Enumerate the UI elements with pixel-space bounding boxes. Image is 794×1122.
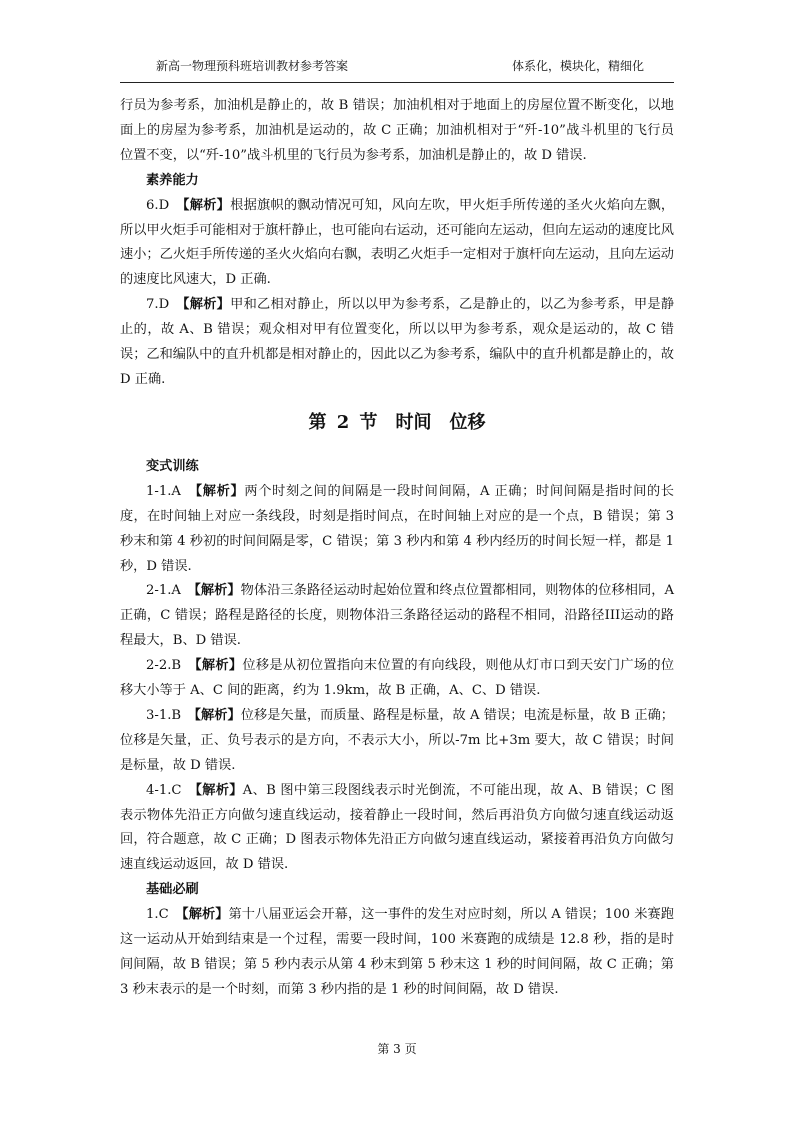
answer-number: 2-1.A bbox=[146, 583, 195, 599]
answer-text: 两个时刻之间的间隔是一段时间间隔，A 正确；时间间隔是指时间的长度，在时间轴上对应一条线段，时刻是指时间点，在时间轴上对应的是一个点，B 错误；第 3 秒末和第 4 秒初的时间间隔是零，C 错误；第 3 秒内和第 4 秒内经历的时间长短一样，都是 1 秒，D 错误. bbox=[120, 483, 674, 574]
answer-number: 1.C bbox=[146, 907, 183, 923]
answer-3-1 bbox=[120, 704, 674, 779]
page-header bbox=[120, 56, 674, 76]
answer-text: 物体沿三条路径运动时起始位置和终点位置都相同，则物体的位移相同，A 正确，C 错误；路程是路径的长度，则物体沿三条路径运动的路程不相同，沿路径III运动的路程最大，B、D 错误. bbox=[120, 583, 675, 649]
analysis-tag: 【解析】 bbox=[195, 483, 245, 499]
answer-text: 位移是从初位置指向末位置的有向线段，则他从灯市口到天安门广场的位移大小等于 A、C 间的距离，约为 1.9km，故 B 正确，A、C、D 错误. bbox=[120, 658, 675, 699]
answer-number: 3-1.B bbox=[146, 707, 195, 723]
subheading-variant-training: 变式训练 bbox=[146, 458, 199, 474]
answer-4-1 bbox=[120, 779, 674, 879]
answer-basic-1 bbox=[120, 903, 674, 1003]
answer-2-2 bbox=[120, 654, 674, 704]
answer-number: 1-1.A bbox=[146, 483, 196, 499]
analysis-tag: 【解析】 bbox=[194, 658, 243, 674]
subheading-literacy-ability: 素养能力 bbox=[146, 172, 199, 188]
section-title: 第 2 节 时间 位移 bbox=[308, 411, 486, 433]
subheading-basic-practice: 基础必刷 bbox=[146, 882, 199, 898]
answer-number: 2-2.B bbox=[146, 658, 195, 674]
answer-7 bbox=[120, 293, 674, 393]
answer-text: 第十八届亚运会开幕，这一事件的发生对应时刻，所以 A 错误；100 米赛跑这一运动从开始到结束是一个过程，需要一段时间，100 米赛跑的成绩是 12.8 秒，指的是时间间隔，故 B 错误；第 5 秒内表示从第 4 秒末到第 5 秒末这 1 秒的时间间隔，故 C 正确；第 3 秒末表示的是一个时刻，而第 3 秒内指的是 1 秒的时间间隔，故 D 错误. bbox=[120, 907, 674, 997]
answer-number: 6.D bbox=[146, 197, 183, 213]
analysis-tag: 【解析】 bbox=[194, 707, 241, 723]
answer-text: 甲和乙相对静止，所以以甲为参考系，乙是静止的，以乙为参考系，甲是静止的，故 A、B 错误；观众相对甲有位置变化，所以以甲为参考系，观众是运动的，故 C 错误；乙和编队中的直升机都是相对静止的，因此以乙为参考系，编队中的直升机都是静止的，故 D 正确. bbox=[120, 297, 675, 387]
answer-6 bbox=[120, 194, 674, 294]
header-title: 新高一物理预科班培训教材参考答案 bbox=[156, 59, 349, 73]
answer-number: 7.D bbox=[146, 297, 183, 313]
answer-1-1 bbox=[120, 480, 674, 580]
analysis-tag: 【解析】 bbox=[182, 907, 229, 923]
page-number: 第 3 页 bbox=[377, 1042, 417, 1056]
analysis-tag: 【解析】 bbox=[195, 782, 243, 798]
analysis-tag: 【解析】 bbox=[194, 583, 241, 599]
answer-2-1 bbox=[120, 579, 674, 654]
page-content bbox=[120, 94, 674, 1003]
answer-text: 位移是矢量，而质量、路程是标量，故 A 错误；电流是标量，故 B 正确；位移是矢量，正、负号表示的是方向，不表示大小，所以-7m 比+3m 要大，故 C 错误；时间是标量，故 D 错误. bbox=[120, 707, 674, 773]
answer-number: 4-1.C bbox=[146, 782, 196, 798]
analysis-tag: 【解析】 bbox=[182, 297, 231, 313]
paragraph-continuation: 行员为参考系，加油机是静止的，故 B 错误；加油机相对于地面上的房屋位置不断变化，以地面上的房屋为参考系，加油机是运动的，故 C 正确；加油机相对于“歼-10”战斗机里的飞行员位置不变，以“歼-10”战斗机里的飞行员为参考系，加油机是静止的，故 D 错误. bbox=[120, 98, 674, 163]
header-slogan: 体系化，模块化，精细化 bbox=[511, 59, 644, 73]
answer-text: A、B 图中第三段图线表示时光倒流，不可能出现，故 A、B 错误；C 图表示物体先沿正方向做匀速直线运动，接着静止一段时间，然后再沿负方向做匀速直线运动返回，符合题意，故 C 正确；D 图表示物体先沿正方向做匀速直线运动，紧接着再沿负方向做匀速直线运动返回，故 D 错误. bbox=[120, 782, 674, 873]
analysis-tag: 【解析】 bbox=[182, 197, 231, 213]
answer-text: 根据旗帜的飘动情况可知，风向左吹，甲火炬手所传递的圣火火焰向左飘，所以甲火炬手可能相对于旗杆静止，也可能向右运动，还可能向左运动，但向左运动的速度比风速小；乙火炬手所传递的圣火火焰向右飘，表明乙火炬手一定相对于旗杆向左运动，且向左运动的速度比风速大，D 正确. bbox=[120, 197, 675, 288]
header-divider bbox=[120, 82, 674, 83]
